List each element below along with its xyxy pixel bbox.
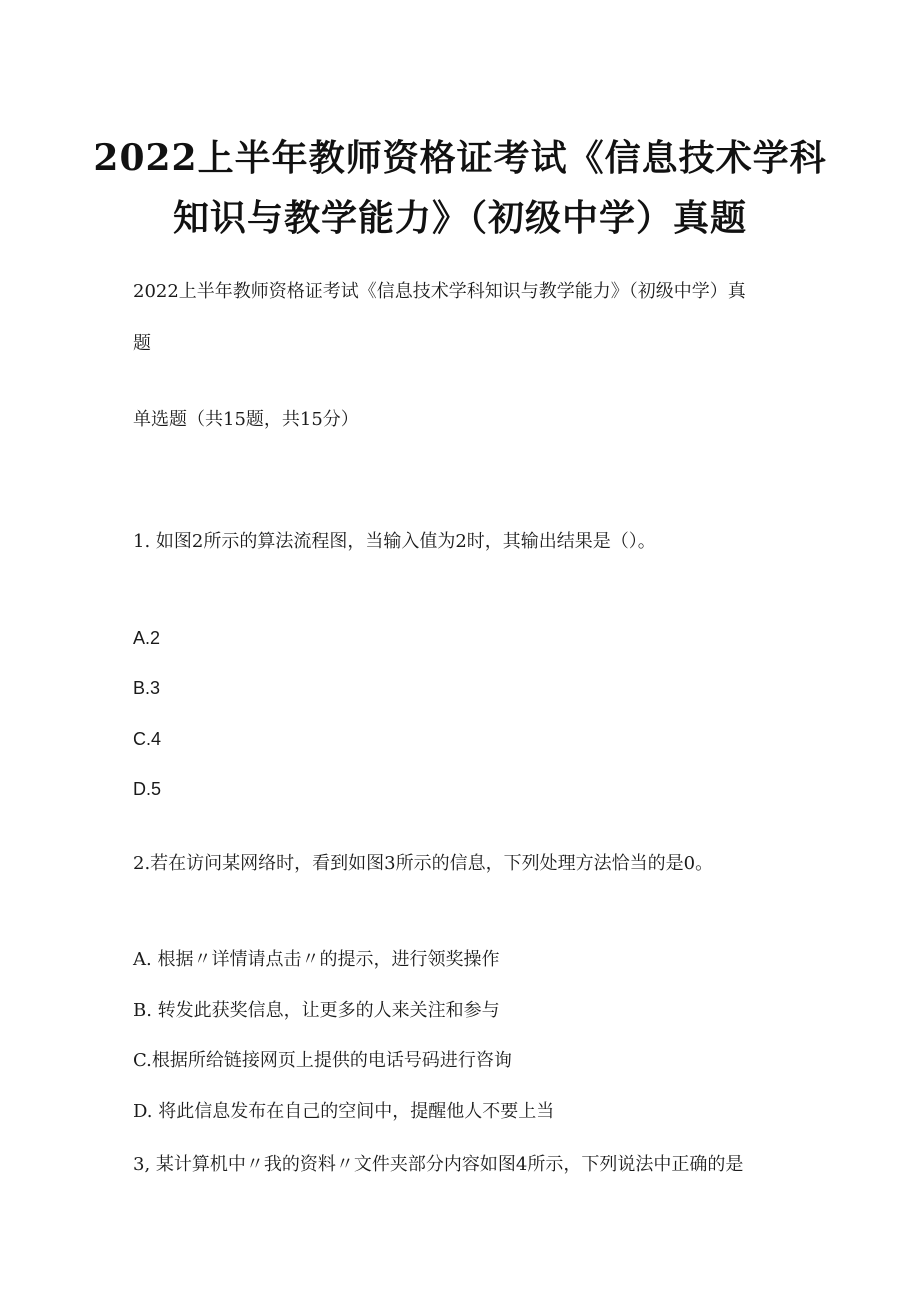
question-1-stem: 1. 如图2所示的算法流程图，当输入值为2时，其输出结果是（）。 [133, 531, 656, 552]
question-3-stem: 3, 某计算机中〃我的资料〃文件夹部分内容如图4所示，下列说法中正确的是 [133, 1154, 744, 1175]
document-title-line-2: 知识与教学能力》（初级中学）真题 [172, 197, 747, 239]
question-1-option-b: B.3 [133, 678, 161, 698]
section-header: 单选题（共15题，共15分） [133, 409, 359, 430]
subtitle-line-1: 2022上半年教师资格证考试《信息技术学科知识与教学能力》（初级中学）真 [133, 281, 746, 302]
question-2-option-d: D. 将此信息发布在自己的空间中，提醒他人不要上当 [133, 1101, 555, 1122]
question-1-option-c: C.4 [133, 729, 162, 749]
question-2-option-b: B. 转发此获奖信息，让更多的人来关注和参与 [133, 1000, 500, 1021]
question-2-stem: 2.若在访问某网络时，看到如图3所示的信息，下列处理方法恰当的是0。 [133, 853, 714, 874]
subtitle-line-2: 题 [133, 333, 151, 354]
document-title-line-1: 2022上半年教师资格证考试《信息技术学科 [93, 137, 827, 179]
question-1-option-d: D.5 [133, 779, 162, 799]
question-2-option-c: C.根据所给链接网页上提供的电话号码进行咨询 [133, 1050, 512, 1071]
question-2-option-a: A. 根据〃详情请点击〃的提示，进行领奖操作 [133, 949, 500, 970]
question-1-option-a: A.2 [133, 628, 161, 648]
